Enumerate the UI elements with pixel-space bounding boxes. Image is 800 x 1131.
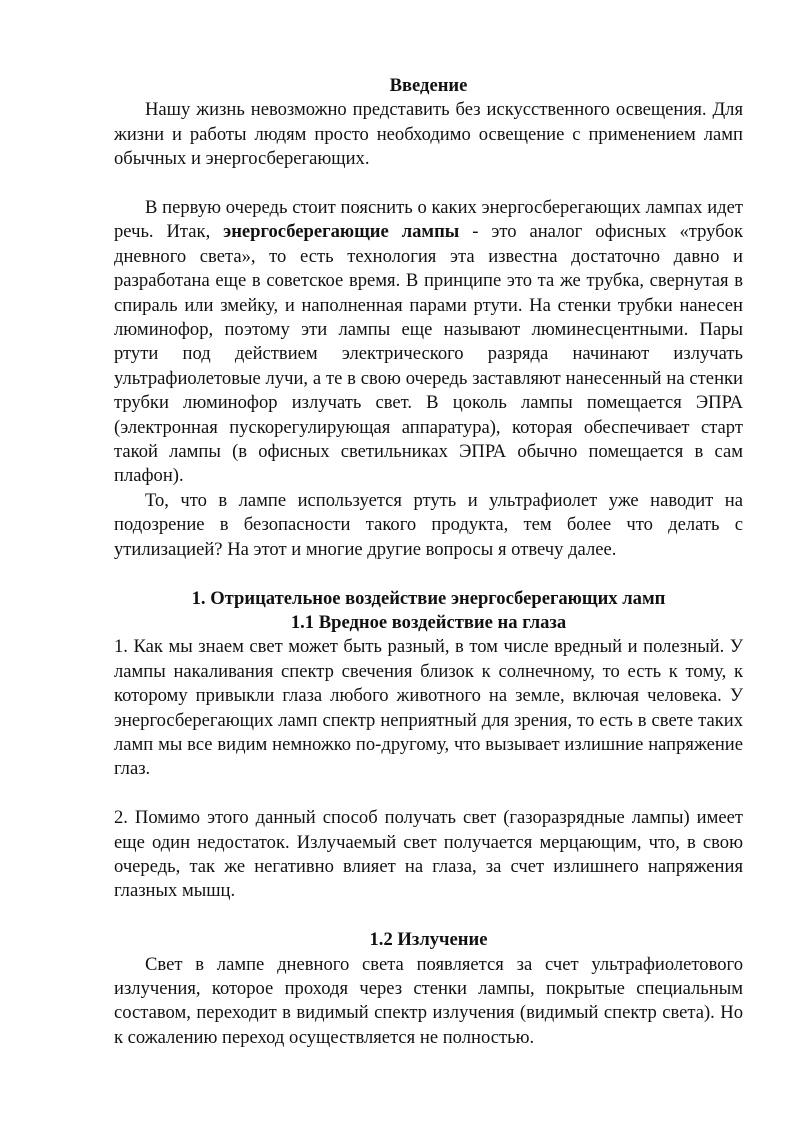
paragraph-gap [114, 562, 743, 586]
paragraph-gap [114, 904, 743, 928]
document-page [114, 74, 743, 1050]
term-energy-saving-lamps: энергосберегающие лампы [223, 221, 460, 243]
subsection-1-1-heading: 1.1 Вредное воздействие на глаза [290, 611, 567, 633]
subsection-1-2-paragraph-1: Свет в лампе дневного света появляется за счет ультрафиолетового излучения, которое проходя через стенки лампы, покрытые специальным составом, переходит в видимый спектр излучения (видимый спектр света). Но к сожалению переход осуществляется не полностью. [114, 953, 743, 1048]
intro-paragraph-2-start: В первую очередь стоит пояснить о каких энергосберегающих лампах идет речь. Итак, [114, 197, 743, 243]
subsection-1-1-paragraph-2: 2. Помимо этого данный способ получать свет (газоразрядные лампы) имеет еще один недостаток. Излучаемый свет получается мерцающим, что, в свою очередь, так же негативно влияет на глаза, за счет излишнего напряжения глазных мышц. [114, 807, 743, 902]
intro-heading: Введение [389, 75, 468, 96]
section-1-heading: 1. Отрицательное воздействие энергосберегающих ламп [191, 587, 666, 609]
intro-paragraph-2 [114, 196, 743, 489]
paragraph-gap [114, 782, 743, 806]
paragraph-gap [114, 172, 743, 196]
intro-paragraph-2-rest: - это аналог офисных «трубок дневного света», то есть технология эта известна достаточно давно и разработана еще в советское время. В принципе это та же трубка, свернутая в спираль или змейку, и наполненная парами ртути. На стенки трубки нанесен люминофор, поэтому эти лампы еще называют люминесцентными. Пары ртути под действием электрического разряда начинают излучать ультрафиолетовые лучи, а те в свою очередь заставляют нанесенный на стенки трубки люминофор излучать свет. В цоколь лампы помещается ЭПРА (электронная пускорегулирующая аппаратура), которая обеспечивает старт такой лампы (в офисных светильниках ЭПРА обычно помещается в сам плафон). [114, 221, 743, 487]
subsection-1-1-paragraph-1: 1. Как мы знаем свет может быть разный, в том числе вредный и полезный. У лампы накаливания спектр свечения близок к солнечному, то есть к тому, к которому привыкли глаза любого животного на земле, включая человека. У энергосберегающих ламп спектр неприятный для зрения, то есть в свете таких ламп мы все видим немножко по-другому, что вызывает излишние напряжение глаз. [114, 636, 743, 780]
intro-paragraph-3: То, что в лампе используется ртуть и ультрафиолет уже наводит на подозрение в безопасности такого продукта, тем более что делать с утилизацией? На этот и многие другие вопросы я отвечу далее. [114, 489, 743, 560]
intro-paragraph-1: Нашу жизнь невозможно представить без искусственного освещения. Для жизни и работы людям просто необходимо освещение с применением ламп обычных и энергосберегающих. [114, 99, 743, 170]
subsection-1-2-heading: 1.2 Излучение [369, 929, 488, 951]
